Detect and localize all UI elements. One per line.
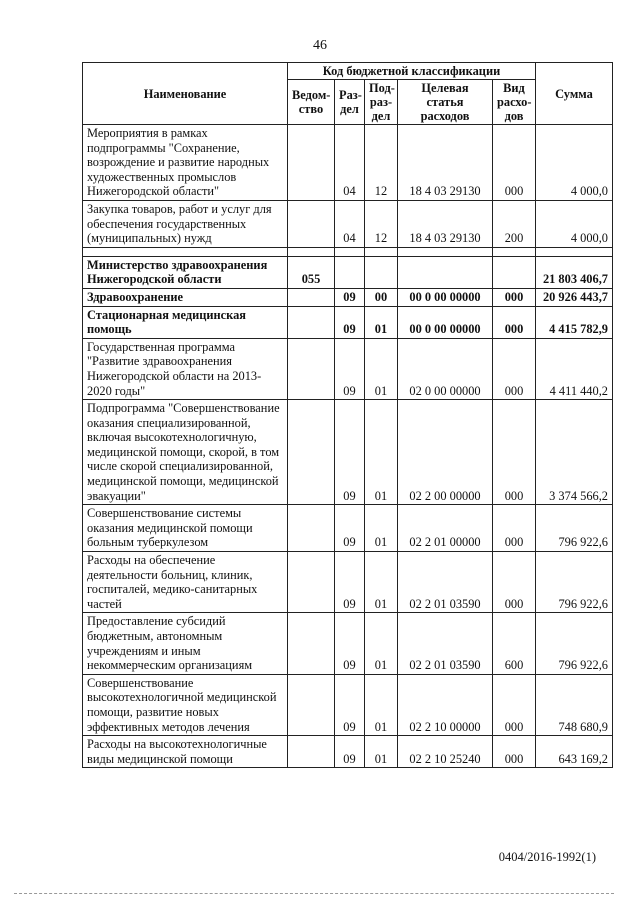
cell-razdel: 09	[335, 306, 365, 338]
cell-name: Совершенствование высокотехнологичной медицинской помощи, развитие новых эффективных методов лечения	[83, 674, 288, 735]
cell-podrazdel: 01	[365, 552, 398, 613]
cell-ved: 055	[288, 256, 335, 288]
table-header	[83, 63, 613, 125]
cell-name: Министерство здравоохранения Нижегородской области	[83, 256, 288, 288]
header-code-group: Код бюджетной классификации	[288, 63, 536, 80]
cell-vid: 000	[493, 400, 536, 505]
cell-summa: 4 411 440,2	[536, 338, 613, 399]
cell-razdel: 09	[335, 400, 365, 505]
cell-name: Расходы на обеспечение деятельности больниц, клиник, госпиталей, медико-санитарных частей	[83, 552, 288, 613]
table-row	[83, 505, 613, 552]
cell-celevaya: 18 4 03 29130	[398, 200, 493, 247]
cell-podrazdel: 01	[365, 613, 398, 674]
cell-name: Закупка товаров, работ и услуг для обеспечения государственных (муниципальных) нужд	[83, 200, 288, 247]
cell-vid: 000	[493, 125, 536, 201]
cell-vid: 600	[493, 613, 536, 674]
cell-ved	[288, 306, 335, 338]
cell-podrazdel: 01	[365, 505, 398, 552]
table-row	[83, 256, 613, 288]
table-body	[83, 125, 613, 768]
table-row	[83, 736, 613, 768]
table-row	[83, 338, 613, 399]
cell-summa: 3 374 566,2	[536, 400, 613, 505]
cell-summa: 796 922,6	[536, 505, 613, 552]
cell-podrazdel: 00	[365, 288, 398, 306]
cell-celevaya: 02 2 10 00000	[398, 674, 493, 735]
cell-podrazdel	[365, 256, 398, 288]
cell-ved	[288, 125, 335, 201]
cell-vid: 000	[493, 505, 536, 552]
cell-ved	[288, 552, 335, 613]
budget-table	[82, 62, 613, 768]
header-summa: Сумма	[536, 63, 613, 125]
cell-summa: 4 415 782,9	[536, 306, 613, 338]
cell-celevaya: 02 2 01 03590	[398, 552, 493, 613]
cell-vid: 000	[493, 552, 536, 613]
cell-vid: 200	[493, 200, 536, 247]
cell-razdel: 09	[335, 674, 365, 735]
spacer-cell	[365, 247, 398, 256]
cell-ved	[288, 338, 335, 399]
cell-vid: 000	[493, 736, 536, 768]
cell-celevaya: 00 0 00 00000	[398, 288, 493, 306]
cell-summa: 643 169,2	[536, 736, 613, 768]
cell-razdel	[335, 256, 365, 288]
cell-razdel: 09	[335, 613, 365, 674]
cell-podrazdel: 01	[365, 400, 398, 505]
document-code: 0404/2016-1992(1)	[498, 850, 596, 864]
cell-summa: 748 680,9	[536, 674, 613, 735]
cell-summa: 4 000,0	[536, 200, 613, 247]
cell-summa: 4 000,0	[536, 125, 613, 201]
header-ved: Ведом-ство	[288, 80, 335, 125]
cell-name: Подпрограмма "Совершенствование оказания специализированной, включая высокотехнологичную, медицинской помощи, скорой, в том числе скорой специализированной, медицинской помощи, медицинской эвакуации"	[83, 400, 288, 505]
header-name: Наименование	[83, 63, 288, 125]
cell-ved	[288, 736, 335, 768]
cell-ved	[288, 613, 335, 674]
cell-celevaya	[398, 256, 493, 288]
cell-ved	[288, 200, 335, 247]
header-podrazdel: Под-раз-дел	[365, 80, 398, 125]
table-row	[83, 125, 613, 201]
header-razdel: Раз-дел	[335, 80, 365, 125]
cell-podrazdel: 01	[365, 674, 398, 735]
table-row	[83, 552, 613, 613]
header-vid: Вид расхо-дов	[493, 80, 536, 125]
cell-vid: 000	[493, 338, 536, 399]
cell-summa: 796 922,6	[536, 552, 613, 613]
cell-vid: 000	[493, 306, 536, 338]
cell-ved	[288, 674, 335, 735]
cell-podrazdel: 12	[365, 125, 398, 201]
cell-celevaya: 02 2 01 03590	[398, 613, 493, 674]
cell-summa: 20 926 443,7	[536, 288, 613, 306]
cell-podrazdel: 12	[365, 200, 398, 247]
cell-name: Совершенствование системы оказания медицинской помощи больным туберкулезом	[83, 505, 288, 552]
bottom-divider	[14, 893, 614, 894]
cell-razdel: 09	[335, 288, 365, 306]
cell-podrazdel: 01	[365, 338, 398, 399]
spacer-cell	[398, 247, 493, 256]
spacer-cell	[288, 247, 335, 256]
cell-celevaya: 02 0 00 00000	[398, 338, 493, 399]
cell-razdel: 04	[335, 200, 365, 247]
cell-ved	[288, 288, 335, 306]
cell-podrazdel: 01	[365, 736, 398, 768]
spacer-cell	[493, 247, 536, 256]
cell-razdel: 04	[335, 125, 365, 201]
table-row	[83, 288, 613, 306]
cell-celevaya: 00 0 00 00000	[398, 306, 493, 338]
cell-podrazdel: 01	[365, 306, 398, 338]
cell-name: Расходы на высокотехнологичные виды медицинской помощи	[83, 736, 288, 768]
cell-celevaya: 02 2 00 00000	[398, 400, 493, 505]
table-spacer-row	[83, 247, 613, 256]
cell-ved	[288, 400, 335, 505]
cell-name: Предоставление субсидий бюджетным, автономным учреждениям и иным некоммерческим организациям	[83, 613, 288, 674]
page-number: 46	[313, 38, 327, 53]
cell-razdel: 09	[335, 338, 365, 399]
cell-name: Стационарная медицинская помощь	[83, 306, 288, 338]
cell-vid: 000	[493, 674, 536, 735]
cell-celevaya: 02 2 10 25240	[398, 736, 493, 768]
cell-ved	[288, 505, 335, 552]
spacer-cell	[335, 247, 365, 256]
cell-razdel: 09	[335, 505, 365, 552]
cell-celevaya: 18 4 03 29130	[398, 125, 493, 201]
spacer-cell	[83, 247, 288, 256]
cell-summa: 21 803 406,7	[536, 256, 613, 288]
cell-name: Государственная программа "Развитие здравоохранения Нижегородской области на 2013-2020 годы"	[83, 338, 288, 399]
cell-razdel: 09	[335, 552, 365, 613]
cell-celevaya: 02 2 01 00000	[398, 505, 493, 552]
header-celevaya: Целевая статья расходов	[398, 80, 493, 125]
cell-summa: 796 922,6	[536, 613, 613, 674]
cell-name: Мероприятия в рамках подпрограммы "Сохранение, возрождение и развитие народных художественных промыслов Нижегородской области"	[83, 125, 288, 201]
table-row	[83, 613, 613, 674]
spacer-cell	[536, 247, 613, 256]
cell-razdel: 09	[335, 736, 365, 768]
cell-vid: 000	[493, 288, 536, 306]
table-row	[83, 400, 613, 505]
table-row	[83, 306, 613, 338]
cell-vid	[493, 256, 536, 288]
cell-name: Здравоохранение	[83, 288, 288, 306]
table-row	[83, 200, 613, 247]
table-row	[83, 674, 613, 735]
